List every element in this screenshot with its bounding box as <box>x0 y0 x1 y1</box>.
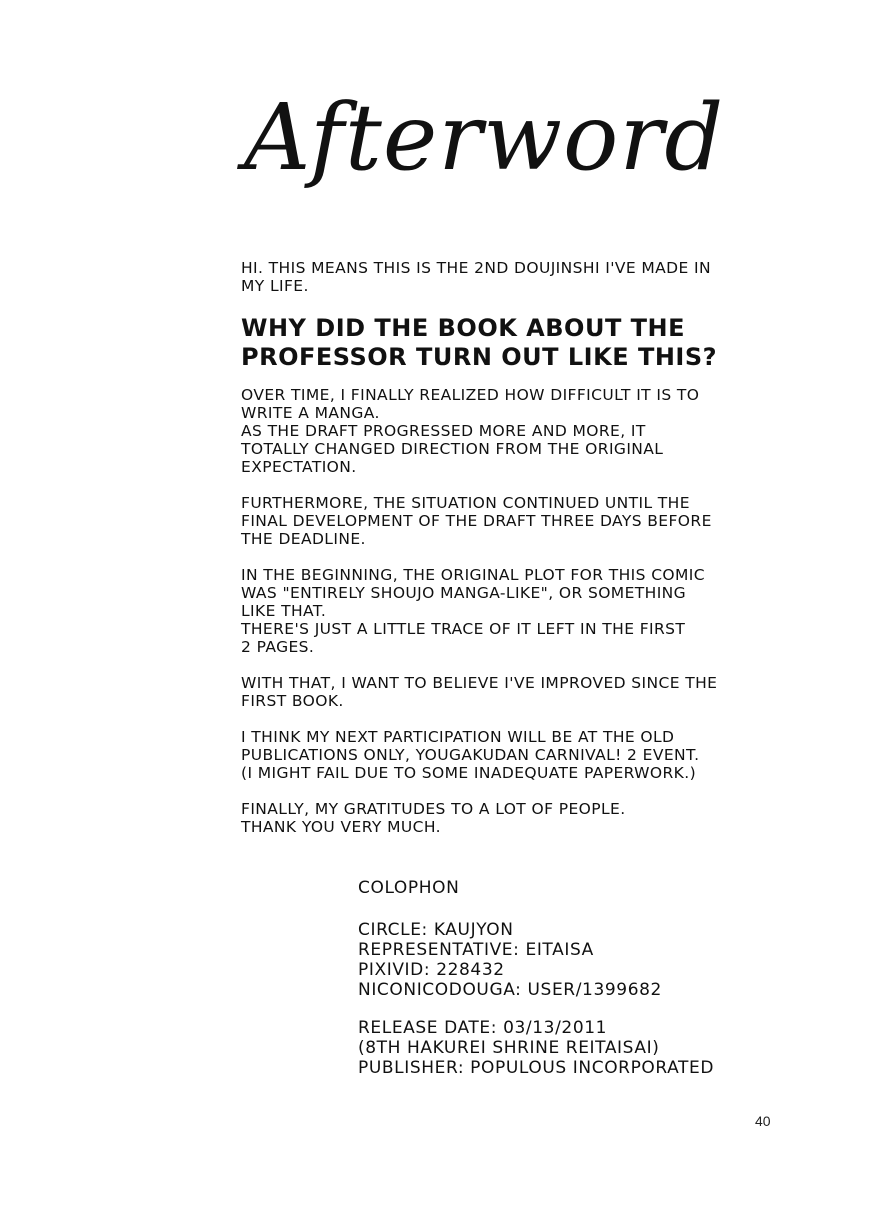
colophon-credits <box>358 920 798 1000</box>
text-line: WAS "ENTIRELY SHOUJO MANGA-LIKE", OR SOMETHING <box>241 584 687 602</box>
text-line: IN THE BEGINNING, THE ORIGINAL PLOT FOR THIS COMIC <box>241 566 705 584</box>
text-line: LIKE THAT. <box>241 602 327 620</box>
text-line: TOTALLY CHANGED DIRECTION FROM THE ORIGINAL <box>241 440 664 458</box>
text-line: PUBLICATIONS ONLY, YOUGAKUDAN CARNIVAL! 2 EVENT. <box>241 746 700 764</box>
text-line: FINALLY, MY GRATITUDES TO A LOT OF PEOPLE. <box>241 800 626 818</box>
text-line: FINAL DEVELOPMENT OF THE DRAFT THREE DAYS BEFORE <box>241 512 712 530</box>
text-line: MY LIFE. <box>241 277 309 295</box>
section-heading <box>241 314 801 372</box>
text-line: WRITE A MANGA. <box>241 404 380 422</box>
body-paragraph <box>241 566 781 656</box>
colophon-circle: CIRCLE: KAUJYON <box>358 920 514 940</box>
body-paragraph <box>241 674 781 710</box>
text-line: I THINK MY NEXT PARTICIPATION WILL BE AT THE OLD <box>241 728 675 746</box>
colophon-representative: REPRESENTATIVE: EITAISA <box>358 940 594 960</box>
body-paragraph <box>241 728 781 782</box>
colophon-heading: COLOPHON <box>358 878 460 898</box>
text-line: (I MIGHT FAIL DUE TO SOME INADEQUATE PAPERWORK.) <box>241 764 697 782</box>
text-line: THERE'S JUST A LITTLE TRACE OF IT LEFT IN THE FIRST <box>241 620 686 638</box>
text-line: FIRST BOOK. <box>241 692 344 710</box>
text-line: THE DEADLINE. <box>241 530 366 548</box>
intro-paragraph <box>241 259 781 295</box>
colophon-release-date: RELEASE DATE: 03/13/2011 <box>358 1018 608 1038</box>
body-paragraph <box>241 494 781 548</box>
text-line: THANK YOU VERY MUCH. <box>241 818 441 836</box>
body-paragraph <box>241 386 781 476</box>
text-line: EXPECTATION. <box>241 458 357 476</box>
page-title: Afterword <box>244 84 725 191</box>
body-paragraph <box>241 800 781 836</box>
colophon-event: (8TH HAKUREI SHRINE REITAISAI) <box>358 1038 660 1058</box>
colophon-pixiv-id: PIXIVID: 228432 <box>358 960 505 980</box>
colophon-niconico: NICONICODOUGA: USER/1399682 <box>358 980 662 1000</box>
page-number: 40 <box>755 1113 771 1129</box>
text-line: HI. THIS MEANS THIS IS THE 2ND DOUJINSHI I'VE MADE IN <box>241 259 711 277</box>
colophon-publisher: PUBLISHER: POPULOUS INCORPORATED <box>358 1058 715 1078</box>
heading-line: PROFESSOR TURN OUT LIKE THIS? <box>241 343 718 371</box>
heading-line: WHY DID THE BOOK ABOUT THE <box>241 314 686 342</box>
text-line: FURTHERMORE, THE SITUATION CONTINUED UNTIL THE <box>241 494 690 512</box>
colophon-release <box>358 1018 798 1078</box>
text-line: AS THE DRAFT PROGRESSED MORE AND MORE, IT <box>241 422 646 440</box>
text-line: 2 PAGES. <box>241 638 315 656</box>
text-line: OVER TIME, I FINALLY REALIZED HOW DIFFICULT IT IS TO <box>241 386 700 404</box>
text-line: WITH THAT, I WANT TO BELIEVE I'VE IMPROVED SINCE THE <box>241 674 718 692</box>
